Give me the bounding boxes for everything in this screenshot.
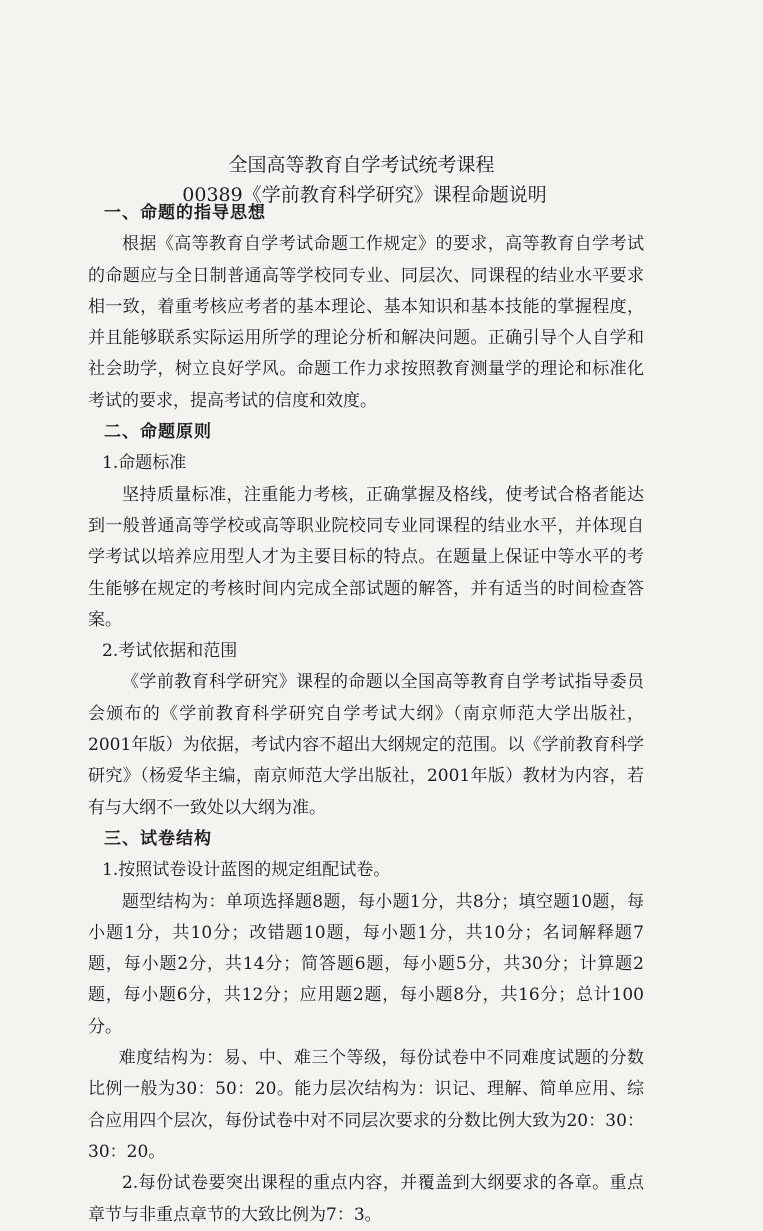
section-3-item-2: 2.每份试卷要突出课程的重点内容，并覆盖到大纲要求的各章。重点章节与非重点章节的大致比例为7：3。 (88, 1173, 644, 1225)
section-2-paragraph-2: 《学前教育科学研究》课程的命题以全国高等教育自学考试指导委员会颁布的《学前教育科学研究自学考试大纲》（南京师范大学出版社，2001年版）为依据，考试内容不超出大纲规定的范围。以《学前教育科学研究》（杨爱华主编，南京师范大学出版社，2001年版）教材为内容，若有与大纲不一致处以大纲为准。 (88, 672, 644, 818)
section-1-paragraph: 根据《高等教育自学考试命题工作规定》的要求，高等教育自学考试的命题应与全日制普通高等学校同专业、同层次、同课程的结业水平要求相一致，着重考核应考者的基本理论、基本知识和基本技能的掌握程度，并且能够联系实际运用所学的理论分析和解决问题。正确引导个人自学和社会助学，树立良好学风。命题工作力求按照教育测量学的理论和标准化考试的要求，提高考试的信度和效度。 (88, 234, 644, 411)
section-2-heading: 二、命题原则 (104, 422, 212, 443)
section-3-item-1: 1.按照试卷设计蓝图的规定组配试卷。 (102, 860, 391, 881)
section-3-question-types-paragraph: 题型结构为：单项选择题8题，每小题1分，共8分；填空题10题，每小题1分，共10分；改错题10题，每小题1分，共10分；名词解释题7题，每小题2分，共14分；简答题6题，每小题5分，共30分；计算题2题，每小题6分，共12分；应用题2题，每小题8分，共16分；总计100分。 (88, 891, 644, 1037)
section-2-subheading-1: 1.命题标准 (102, 453, 187, 474)
section-2-paragraph-1: 坚持质量标准，注重能力考核，正确掌握及格线，使考试合格者能达到一般普通高等学校或高等职业院校同专业同课程的结业水平，并体现自学考试以培养应用型人才为主要目标的特点。在题量上保证中等水平的考生能够在规定的考核时间内完成全部试题的解答，并有适当的时间检查答案。 (88, 484, 644, 630)
title-line-1: 全国高等教育自学考试统考课程 (228, 154, 495, 176)
section-3-heading: 三、试卷结构 (104, 828, 212, 849)
section-1-heading: 一、命题的指导思想 (104, 203, 266, 223)
section-3-difficulty-paragraph: 难度结构为：易、中、难三个等级，每份试卷中不同难度试题的分数比例一般为30：50：20。能力层次结构为：识记、理解、简单应用、综合应用四个层次，每份试卷中对不同层次要求的分数比例大致为20：30：30：20。 (88, 1048, 644, 1162)
section-2-subheading-2: 2.考试依据和范围 (102, 641, 238, 662)
document-body (88, 198, 644, 1231)
title-line-2: 00389《学前教育科学研究》课程命题说明 (182, 184, 547, 206)
